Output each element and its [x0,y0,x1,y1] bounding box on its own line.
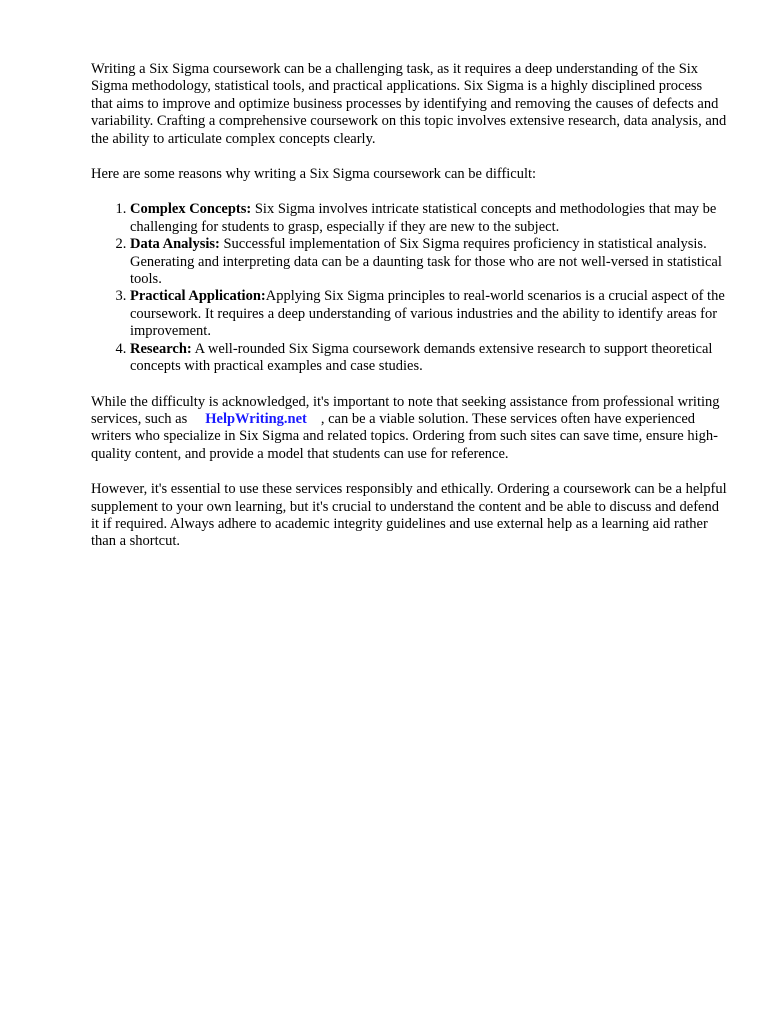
list-item [130,341,727,376]
reasons-lead-paragraph: Here are some reasons why writing a Six Sigma coursework can be difficult: [91,166,537,183]
reason-term: Research: [130,340,192,357]
closing-paragraph: However, it's essential to use these services responsibly and ethically. Ordering a coursework can be a helpful supplement to your own learning, but it's crucial to understand the content and be able to discuss and defend it if required. Always adhere to academic integrity guidelines and use external help as a learning aid rather than a shortcut. [91,481,727,550]
assistance-text-after: , can be a viable solution. These services often have experienced writers who specialize in Six Sigma and related topics. Ordering from such sites can save time, ensure high-quality content, and provide a model that students can use for reference. [91,410,718,462]
document-page [91,61,727,569]
intro-paragraph: Writing a Six Sigma coursework can be a challenging task, as it requires a deep understanding of the Six Sigma methodology, statistical tools, and practical applications. Six Sigma is a highly disciplined process that aims to improve and optimize business processes by identifying and removing the causes of defects and variability. Crafting a comprehensive coursework on this topic involves extensive research, data analysis, and the ability to articulate complex concepts clearly. [91,61,727,147]
list-item [130,288,727,340]
reason-text: Successful implementation of Six Sigma requires proficiency in statistical analysis. Generating and interpreting data can be a daunting task for those who are not well-versed in statistical tools. [130,236,722,288]
assistance-text-before: While the difficulty is acknowledged, it's important to note that seeking assistance from professional writing services, such as [91,393,720,427]
reason-term: Complex Concepts: [130,201,252,218]
helpwriting-link[interactable]: HelpWriting.net [205,410,307,427]
assistance-paragraph [91,394,727,464]
reason-text: Six Sigma involves intricate statistical concepts and methodologies that may be challenging for students to grasp, especially if they are new to the subject. [130,201,717,235]
reason-term: Data Analysis: [130,236,220,253]
reason-text: A well-rounded Six Sigma coursework demands extensive research to support theoretical concepts with practical examples and case studies. [130,340,713,375]
reason-term: Practical Application: [130,288,266,305]
list-item [130,201,727,236]
reasons-list [91,201,727,375]
list-item [130,236,727,288]
reason-text: Applying Six Sigma principles to real-world scenarios is a crucial aspect of the coursework. It requires a deep understanding of various industries and the ability to identify areas for improvement. [130,288,725,340]
